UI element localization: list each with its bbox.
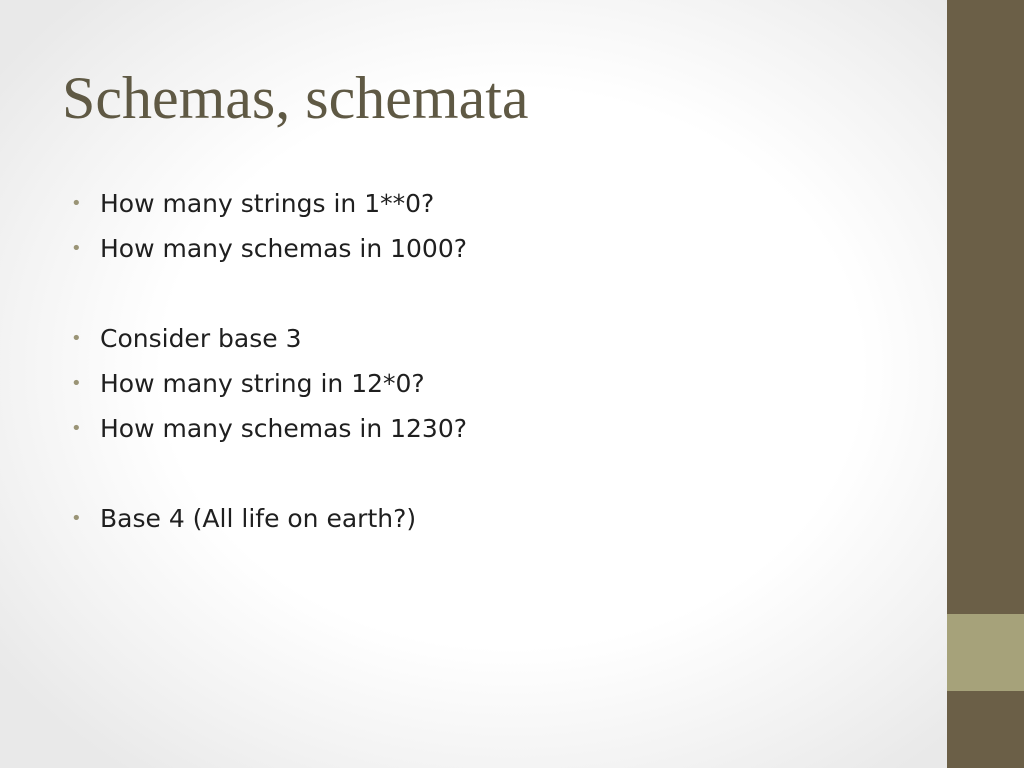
bullet-dot-icon: • [71,373,82,394]
bullet-dot-icon: • [71,418,82,439]
bullet-text: How many schemas in 1000? [100,234,468,263]
bullet-text: How many schemas in 1230? [100,414,468,443]
sidebar-accent-block [947,614,1024,691]
slide-title: Schemas, schemata [62,65,529,131]
bullet-item [70,181,467,226]
bullet-text: How many string in 12*0? [100,369,425,398]
bullet-dot-icon: • [71,238,82,259]
bullet-item [70,406,467,451]
bullet-text: Base 4 (All life on earth?) [100,504,417,533]
bullet-dot-icon: • [71,193,82,214]
bullet-item [70,226,467,271]
bullet-list [70,181,467,541]
bullet-item [70,496,467,541]
bullet-text: Consider base 3 [100,324,302,353]
bullet-item [70,316,467,361]
bullet-text: How many strings in 1**0? [100,189,435,218]
bullet-dot-icon: • [71,328,82,349]
bullet-dot-icon: • [71,508,82,529]
bullet-item [70,361,467,406]
